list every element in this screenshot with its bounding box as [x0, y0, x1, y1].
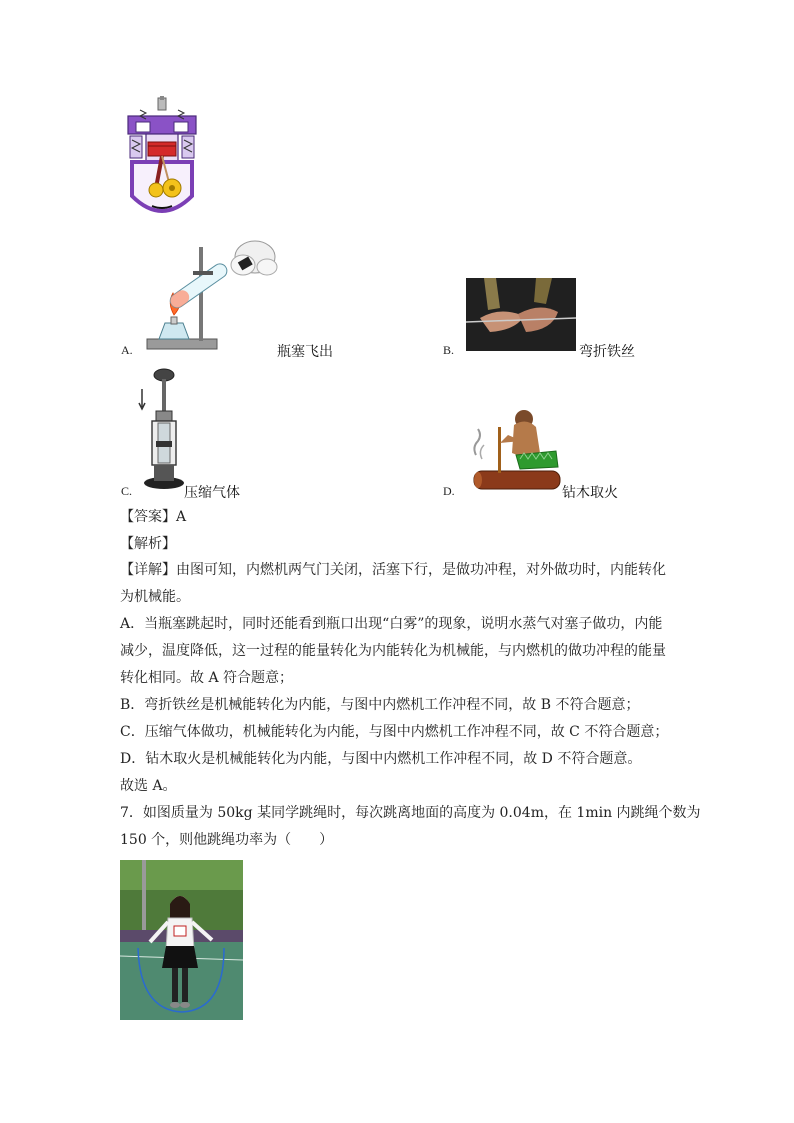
test-tube-cork-icon — [143, 235, 278, 353]
explanation-a-line-3: 转化相同。故 A 符合题意； — [120, 670, 294, 686]
detail-line-2: 为机械能。 — [120, 589, 190, 605]
wood-drilling-figure — [470, 405, 562, 495]
analysis-heading: 【解析】 — [120, 536, 176, 552]
engine-figure — [122, 96, 202, 218]
option-c-letter: C. — [121, 484, 133, 498]
explanation-b: B．弯折铁丝是机械能转化为内能，与图中内燃机工作冲程不同，故 B 不符合题意； — [120, 697, 640, 713]
question-7-line-2: 150 个，则他跳绳功率为（ ） — [120, 832, 334, 848]
drilling-wood-fire-icon — [470, 405, 562, 495]
explanation-d: D．钻木取火是机械能转化为内能，与图中内燃机工作冲程不同，故 D 不符合题意。 — [120, 751, 642, 767]
option-b-letter: B. — [443, 343, 455, 357]
option-d-caption: 钻木取火 — [562, 485, 618, 501]
option-b-caption: 弯折铁丝 — [579, 344, 635, 360]
jump-rope-girl-icon — [120, 860, 243, 1020]
explanation-c: C．压缩气体做功，机械能转化为内能，与图中内燃机工作冲程不同，故 C 不符合题意； — [120, 724, 669, 740]
option-a-caption: 瓶塞飞出 — [277, 344, 333, 360]
explanation-a-line-2: 减少，温度降低，这一过程的能量转化为内能转化为机械能，与内燃机的做功冲程的能量 — [120, 643, 666, 659]
option-c-caption: 压缩气体 — [184, 485, 240, 501]
bottle-cork-figure — [143, 235, 278, 353]
detail-line-1: 【详解】由图可知，内燃机两气门关闭，活塞下行，是做功冲程，对外做功时，内能转化 — [120, 562, 666, 578]
bending-wire-photo — [466, 278, 576, 351]
jump-rope-photo — [120, 860, 243, 1020]
answer-line: 【答案】A — [120, 509, 187, 525]
air-pump-icon — [138, 367, 184, 493]
four-stroke-engine-icon — [122, 96, 202, 218]
air-pump-figure — [138, 367, 184, 493]
conclusion-line: 故选 A。 — [120, 778, 177, 794]
option-a-letter: A. — [121, 343, 133, 357]
option-d-letter: D. — [443, 484, 455, 498]
explanation-a-line-1: A．当瓶塞跳起时，同时还能看到瓶口出现“白雾”的现象，说明水蒸气对塞子做功，内能 — [120, 616, 663, 632]
question-7-line-1: 7．如图质量为 50kg 某同学跳绳时，每次跳离地面的高度为 0.04m，在 1min 内跳绳个数为 — [120, 805, 701, 821]
bending-wire-icon — [466, 278, 576, 351]
